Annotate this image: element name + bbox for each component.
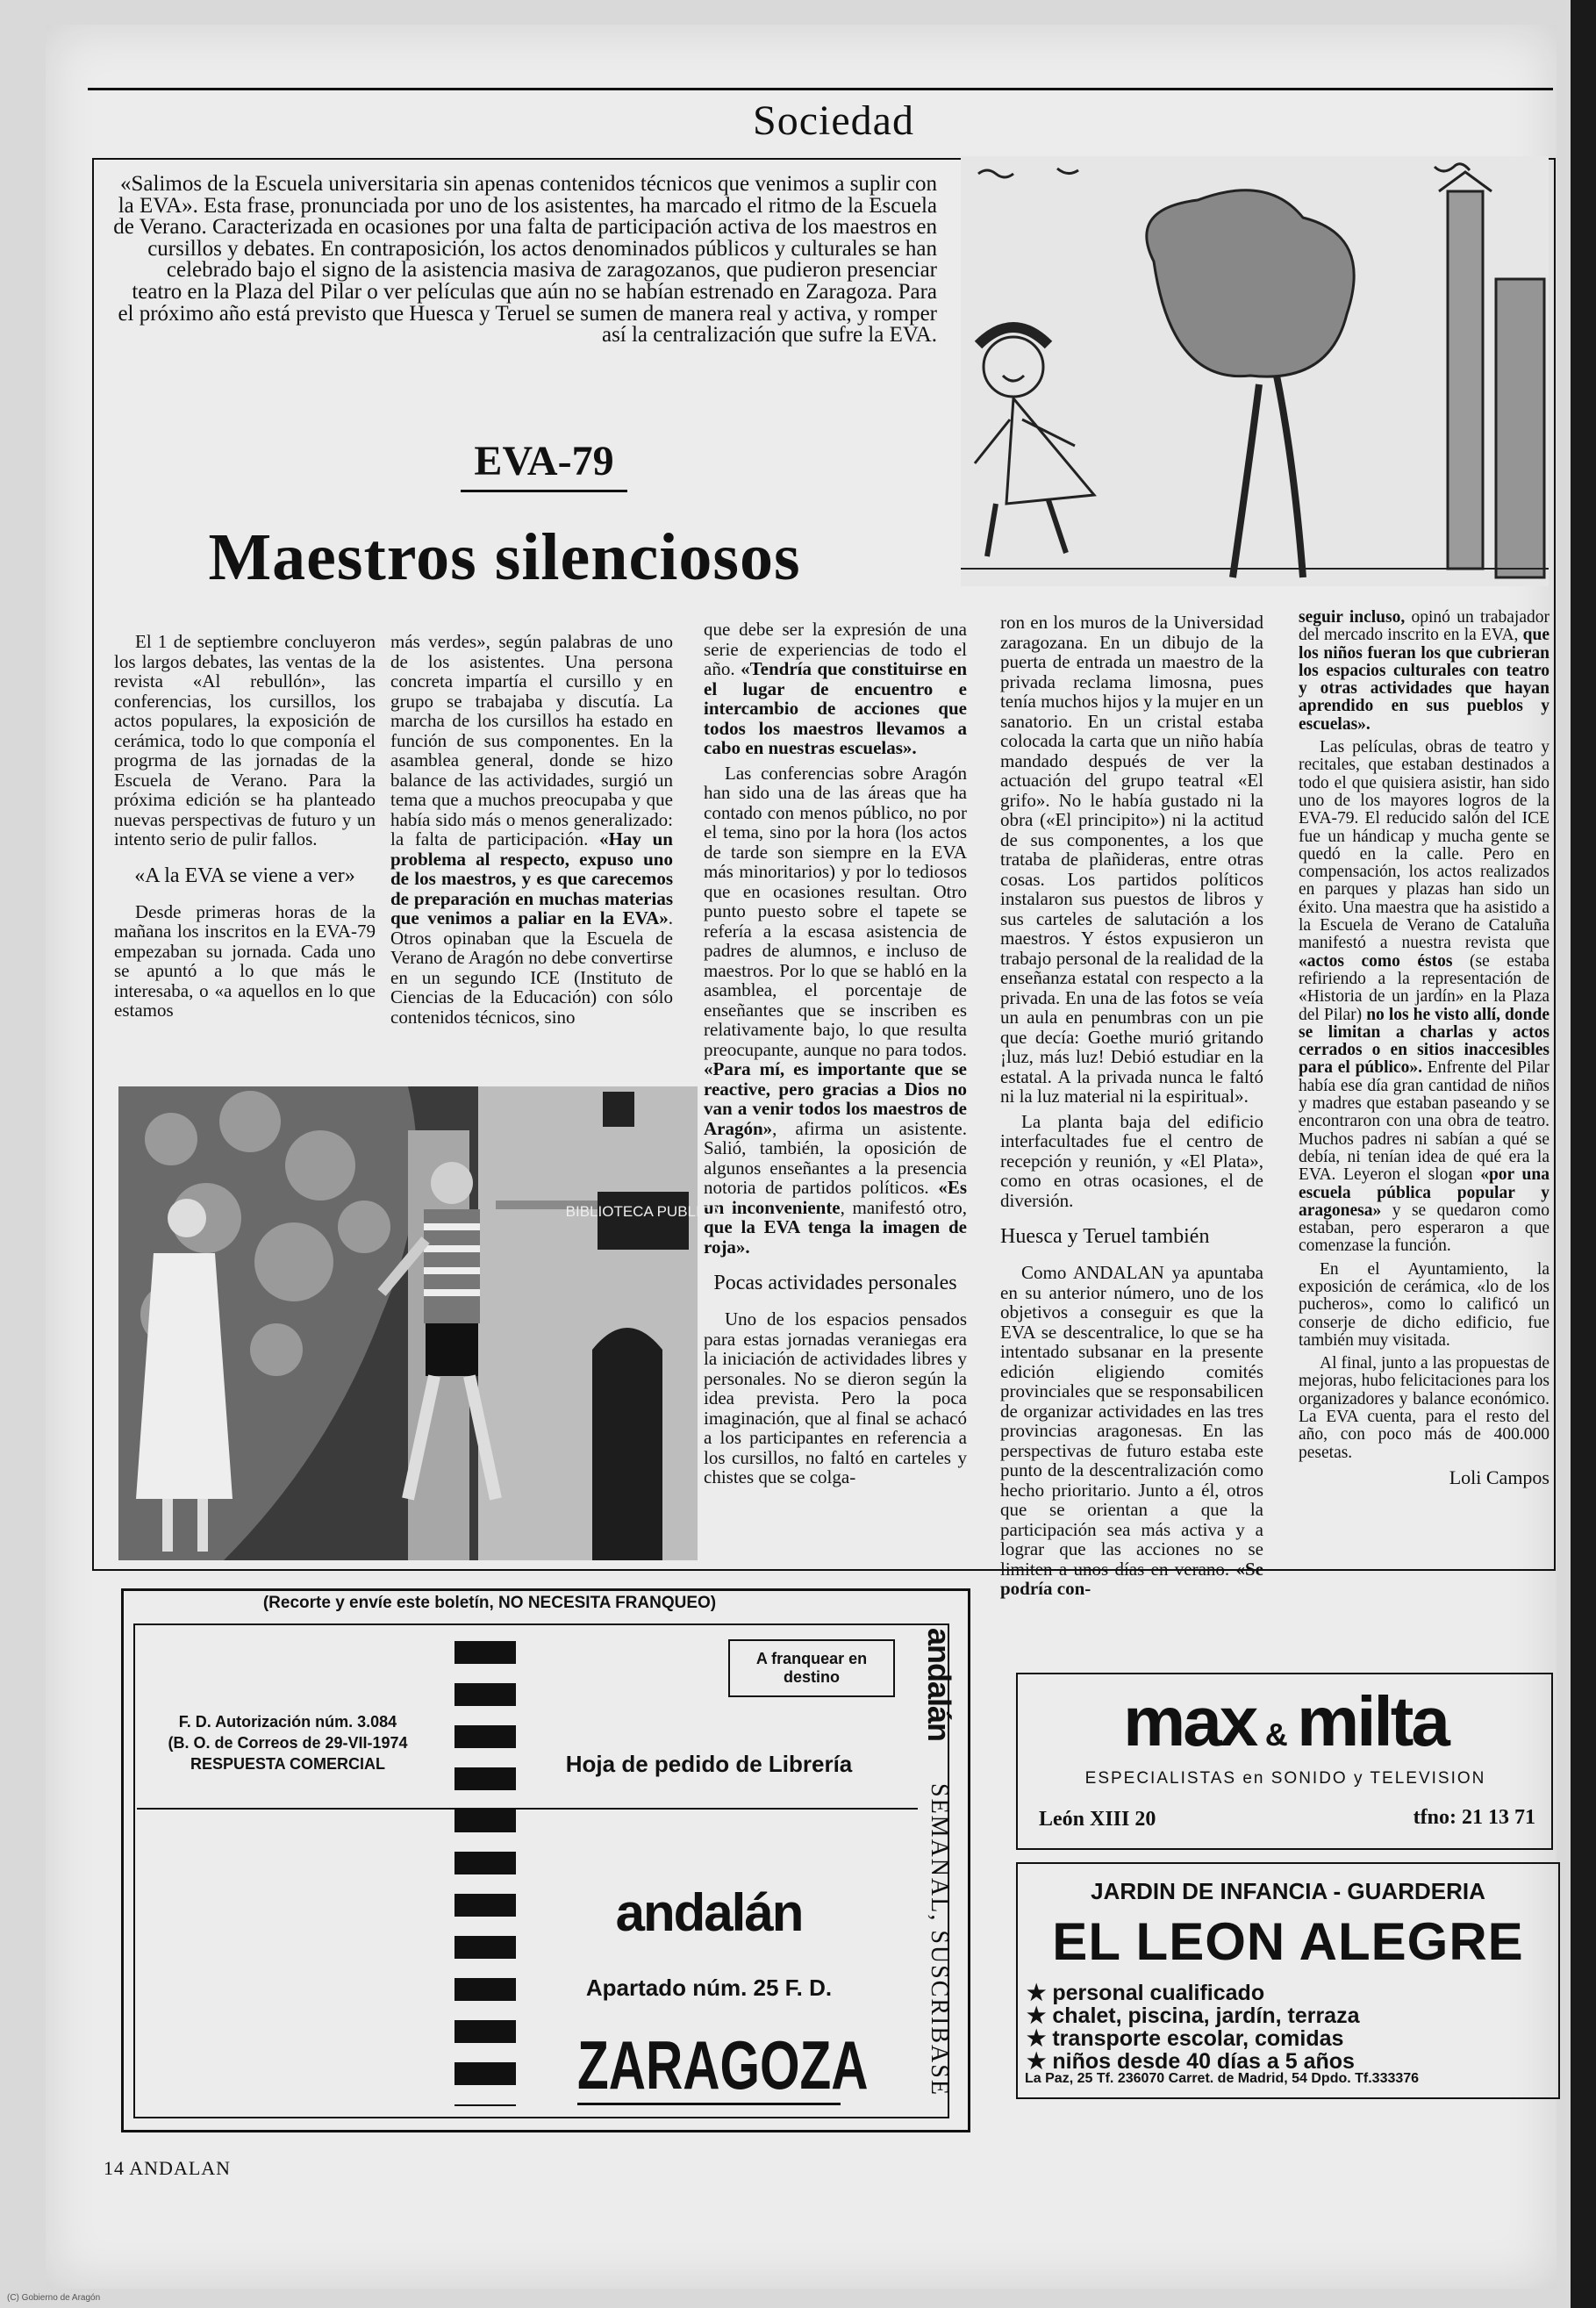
- quote-bold: que la EVA tenga la imagen de roja».: [704, 1216, 967, 1258]
- quote-bold: que los niños fueran los que cubrieran los espacios culturales con teatro y otras actividades que hayan aprendido en sus pueblos y escuelas».: [1299, 626, 1549, 734]
- paragraph: Al final, junto a las propuestas de mejoras, hubo felicitaciones para los organizadores y balance económico. La EVA cuenta, para el resto del año, con poco más de 400.000 pesetas.: [1299, 1354, 1549, 1462]
- ad2-name: EL LEON ALEGRE: [1052, 1912, 1524, 1971]
- order-coupon[interactable]: [121, 1588, 970, 2132]
- text-run: Las películas, obras de teatro y recitales, que estaban destinados a todo el que quisiera asistir, han sido uno de los mayores logros de la EVA-79. El reducido salón del ICE fue un hándicap y mucha gente se quedó en la calle. Pero en compensación, los actos realizados en parques y plazas han sido un éxito. Una maestra que ha asistido a la Escuela de Verano de Cataluña manifestó a nuestra revista que: [1299, 738, 1549, 953]
- coupon-divider: [137, 1808, 918, 1810]
- star-icon: ★: [1027, 1981, 1053, 2005]
- text-run: , manifestó otro,: [840, 1196, 967, 1218]
- ad2-features: [1027, 1982, 1553, 2073]
- building-doorway: [592, 1328, 662, 1560]
- ad-brand: [1053, 1681, 1518, 1762]
- binding-edge: [1571, 0, 1596, 2308]
- building-window: [603, 1092, 634, 1127]
- permit-line: RESPUESTA COMERCIAL: [190, 1755, 385, 1773]
- quote-bold: no los he visto allí, donde se limitan a charlas y actos cerrados o en sitios inaccesibles para el público».: [1299, 1005, 1549, 1078]
- feature-item: [1027, 2004, 1553, 2027]
- permit-line: (B. O. de Correos de 29-VII-1974: [168, 1734, 408, 1752]
- paragraph: Uno de los espacios pensados para estas jornadas veraniegas era la iniciación de actividades libres y personales. No se dieron según la idea prevista. Pero la poca imaginación, que al final se achacó a los participantes en referencia a los cursillos, no faltó en carteles y chistes que se colga-: [704, 1308, 967, 1487]
- brand-word: max: [1123, 1682, 1256, 1760]
- feature-text: personal cualificado: [1052, 1981, 1265, 2005]
- coupon-logo: andalán: [615, 1883, 803, 1942]
- feature-item: [1027, 1982, 1553, 2004]
- coupon-address: Apartado núm. 25 F. D.: [585, 1975, 833, 2001]
- figure-head: [984, 337, 1043, 397]
- text-run: y se quedaron como estaban, pero esperaron a que comenzase la función.: [1299, 1201, 1549, 1256]
- subheading: Huesca y Teruel también: [1000, 1225, 1210, 1248]
- quote-bold: «Para mí, es importante que se reactive, pero gracias a Dios no van a venir todos los maestros de Aragón»: [704, 1058, 967, 1139]
- text-run: , afirma un asistente. Salió, también, la oposición de algunos enseñantes a la presencia notoria de partidos políticos.: [704, 1117, 967, 1198]
- quote-bold: «actos como éstos: [1299, 951, 1453, 971]
- theatre-photo: [118, 1086, 721, 1560]
- star-icon: ★: [1027, 2049, 1053, 2074]
- text-run: (se estaba refiriendo a la representación de «Historia de un jardín» en la Plaza del Pilar): [1299, 951, 1549, 1024]
- coupon-city: ZARAGOZA: [577, 2026, 869, 2104]
- ad-phone: tfno: 21 13 71: [1413, 1806, 1535, 1829]
- feature-text: chalet, piscina, jardín, terraza: [1052, 2003, 1360, 2028]
- permit-line: F. D. Autorización núm. 3.084: [178, 1713, 397, 1731]
- paragraph: [1000, 1263, 1263, 1599]
- quote-bold: «Se podría con-: [1000, 1558, 1263, 1599]
- text-run: . Otros opinaban que la Escuela de Verano de Aragón no debe convertirse en un segundo ICE (Instituto de Ciencias de la Educación) con sólo contenidos técnicos, sino: [390, 907, 673, 1028]
- paragraph: [704, 763, 967, 1258]
- tower-left: [1448, 191, 1483, 569]
- article-column-1: [114, 632, 376, 1026]
- ad2-top: JARDIN DE INFANCIA - GUARDERIA: [1091, 1878, 1485, 1904]
- perforation: [454, 1641, 516, 2106]
- article-column-2: [390, 632, 673, 1032]
- postage-stamp-box: [728, 1639, 895, 1697]
- text-run: más verdes», según palabras de uno de los asistentes. Una persona concreta impartía el cursillo y en grupo se trabajaba y discutía. La marcha de los cursillos ha estado en función de sus componentes. En la asamblea general, donde se hizo balance de las actividades, surgió un tema que a muchos preocupaba y que había sido más o menos generalizado: la falta de participación.: [390, 631, 673, 849]
- text-run: Como ANDALAN ya apuntaba en su anterior número, uno de los objetivos a conseguir es que la EVA se descentralice, lo que se ha intentado subsanar en la presente edición eligiendo comités provinciales que se responsabilicen de organizar actividades en las tres provincias aragonesas. En las perspectivas de futuro estaba este punto de la descentralización como hecho prioritario. Junto a él, otros que se orientan a que la participación sea más activa y a lograr que las acciones no se limiten a unos días en verano.: [1000, 1262, 1263, 1580]
- paragraph: En el Ayuntamiento, la exposición de cerámica, «lo de los pucheros», como lo calificó un conserje de dicho edificio, fue también muy visitada.: [1299, 1259, 1549, 1350]
- postage-text: A franquear en destino: [755, 1650, 868, 1686]
- brand-ampersand: &: [1264, 1717, 1288, 1753]
- figure-legs: [987, 500, 1066, 556]
- quote-bold: «Hay un problema al respecto, expuso uno de los maestros, y es que carecemos de preparación en muchas materias que venimos a paliar en la EVA»: [390, 828, 673, 928]
- text-run: que debe ser la expresión de una serie de experiencias de todo el año.: [704, 619, 967, 679]
- drawing-illustration: [961, 156, 1549, 586]
- tower-roof: [1439, 172, 1492, 191]
- brand-word: milta: [1297, 1682, 1448, 1760]
- max-milta-ad: [1016, 1673, 1553, 1850]
- photo-illustration: [118, 1086, 721, 1560]
- tower-right: [1496, 279, 1544, 577]
- coupon-side-brand: [921, 1606, 956, 1764]
- paragraph: [704, 620, 967, 758]
- paragraph: [390, 632, 673, 1027]
- quote-bold: seguir incluso,: [1299, 608, 1406, 627]
- quote-bold: «por una escuela pública popular y aragonesa»: [1299, 1165, 1549, 1220]
- article-column-5: [1299, 609, 1549, 1487]
- paragraph: [1299, 609, 1549, 734]
- kicker-underline: [461, 490, 627, 492]
- library-sign-text: BIBLIOTECA PUBLICA: [565, 1203, 721, 1220]
- coupon-side-text: [921, 1764, 956, 2115]
- paragraph: Desde primeras horas de la mañana los inscritos en la EVA-79 empezaban su jornada. Cada uno se apuntó a lo que más le interesaba, o «a aquellos en lo que estamos: [114, 900, 376, 1021]
- feature-item: [1027, 2027, 1553, 2050]
- tree-crown: [1147, 190, 1354, 376]
- header-rule: [88, 88, 1553, 90]
- ad2-footer: La Paz, 25 Tf. 236070 Carret. de Madrid, 54 Dpdo. Tf.333376: [1025, 2071, 1420, 2086]
- text-run: opinó un trabajador del mercado inscrito en la EVA,: [1299, 608, 1549, 645]
- feature-text: niños desde 40 días a 5 años: [1052, 2049, 1355, 2074]
- article-kicker: EVA-79: [474, 438, 614, 484]
- ad-tagline: ESPECIALISTAS en SONIDO y TELEVISION: [1084, 1769, 1486, 1788]
- page-footer: 14 ANDALAN: [104, 2157, 232, 2179]
- el-leon-alegre-ad: [1016, 1862, 1560, 2099]
- side-subscribe-text: SEMANAL, SUSCRIBASE: [926, 1782, 953, 2097]
- order-form-title: Hoja de pedido de Librería: [565, 1751, 853, 1777]
- article-headline: Maestros silenciosos: [208, 520, 801, 594]
- feature-text: transporte escolar, comidas: [1052, 2026, 1344, 2051]
- image-credit: (C) Gobierno de Aragón: [7, 2293, 101, 2303]
- coupon-instruction: (Recorte y envíe este boletín, NO NECESITA FRANQUEO): [262, 1594, 717, 1612]
- star-icon: ★: [1027, 2003, 1053, 2028]
- paragraph: La planta baja del edificio interfacultades fue el centro de recepción y reunión, y «El Plata», como en otras ocasiones, el de diversión.: [1000, 1110, 1263, 1211]
- quote-bold: «Es un inconveniente: [704, 1177, 967, 1218]
- childrens-drawing: [961, 156, 1549, 586]
- section-title: Sociedad: [753, 97, 914, 144]
- article-column-4: [1000, 613, 1263, 1604]
- text-run: Enfrente del Pilar había ese día gran cantidad de niños y madres que estaban paseando y se encontraron con una obra de teatro. Muchos padres ni sabían a qué se debía, ni tenían idea de qué era la EVA. Leyeron el slogan: [1299, 1058, 1549, 1185]
- scribble-mark: [1435, 164, 1470, 171]
- paragraph: El 1 de septiembre concluyeron los largos debates, las ventas de la revista «Al rebullón», las conferencias, los cursillos, los actos populares, la exposición de cerámica, todo lo que componía el progrma de las jornadas de la Escuela de Verano. Para la próxima edición se ha planteado nuevas perspectivas de futuro y un intento serio de pulir fallos.: [114, 631, 376, 849]
- figure-dress: [1006, 398, 1094, 504]
- ad-address: León XIII 20: [1039, 1808, 1156, 1831]
- scribble-mark: [1057, 168, 1078, 174]
- intro-paragraph: «Salimos de la Escuela universitaria sin apenas contenidos técnicos que venimos a suplir con la EVA». Esta frase, pronunciada por uno de los asistentes, ha marcado el ritmo de la Escuela de Verano. Caracterizada en ocasiones por una falta de participación activa de los maestros en cursillos y debates. En contraposición, los actos denominados públicos y culturales se han celebrado bajo el signo de la asistencia masiva de zaragozanos, que pudieron presenciar teatro en la Plaza del Pilar o ver películas que aún no se habían estrenado en Zaragoza. Para el próximo año está previsto que Huesca y Teruel se sumen de manera real y activa, y romper así la centralización que sufre la EVA.: [113, 172, 937, 348]
- star-icon: ★: [1027, 2026, 1053, 2051]
- author-byline: Loli Campos: [1449, 1466, 1549, 1488]
- figure-arms: [975, 419, 1075, 463]
- side-brand-text: andalán: [921, 1628, 957, 1742]
- scribble-mark: [978, 170, 1013, 177]
- text-run: Las conferencias sobre Aragón han sido una de las áreas que ha contado con menos público, no por el tema, sino por la hora (los actos de tarde son siempre en la EVA más minoritarios) y por lo tediosos que en ocasiones resultan. Otro punto puesto sobre el tapete se refería a la escasa asistencia de padres de alumnos, e incluso de maestros. Por lo que se habló en la asamblea, el porcentaje de enseñantes que se inscriben es relativamente bajo, lo que resulta preocupante, aunque no para todos.: [704, 762, 967, 1060]
- figure-smile: [1003, 376, 1024, 381]
- quote-bold: «Tendría que constituirse en el lugar de encuentro e intercambio de acciones que todos los maestros llevamos a cabo en nuestras escuelas».: [704, 658, 967, 758]
- feature-item: [1027, 2050, 1553, 2073]
- subheading: Pocas actividades personales: [713, 1272, 957, 1294]
- subheading: «A la EVA se viene a ver»: [134, 864, 355, 887]
- permit-info: [156, 1711, 419, 1774]
- tree-trunk: [1233, 376, 1303, 577]
- building-wall: [478, 1086, 698, 1560]
- paragraph: ron en los muros de la Universidad zaragozana. En un dibujo de la puerta de entrada un maestro de la privada reclama limosna, pues tenía muchos hijos y la mujer en un sanatorio. En un cristal estaba colocada la carta que un niño había mandado después de ver la actuación del grupo teatral «El grifo». No le había gustado ni la obra («El principito») ni la actitud de sus componentes, a los que trataba de plañideras, entre otras cosas. Los partidos políticos instalaron sus puestos de libros y sus carteles de salutación a los maestros. Y éstos expusieron un trabajo personal de la realidad de la enseñanza estatal con respecto a la privada. En una de las fotos se veía un aula en penumbras con un pie que decía: Goethe murió gritando ¡luz, más luz! Debió estudiar en la estatal. A la privada nunca le faltó ni la luz material ni la espiritual».: [1000, 612, 1263, 1107]
- article-column-3: [704, 620, 967, 1493]
- library-sign: [598, 1192, 689, 1250]
- paragraph: [1299, 739, 1549, 1256]
